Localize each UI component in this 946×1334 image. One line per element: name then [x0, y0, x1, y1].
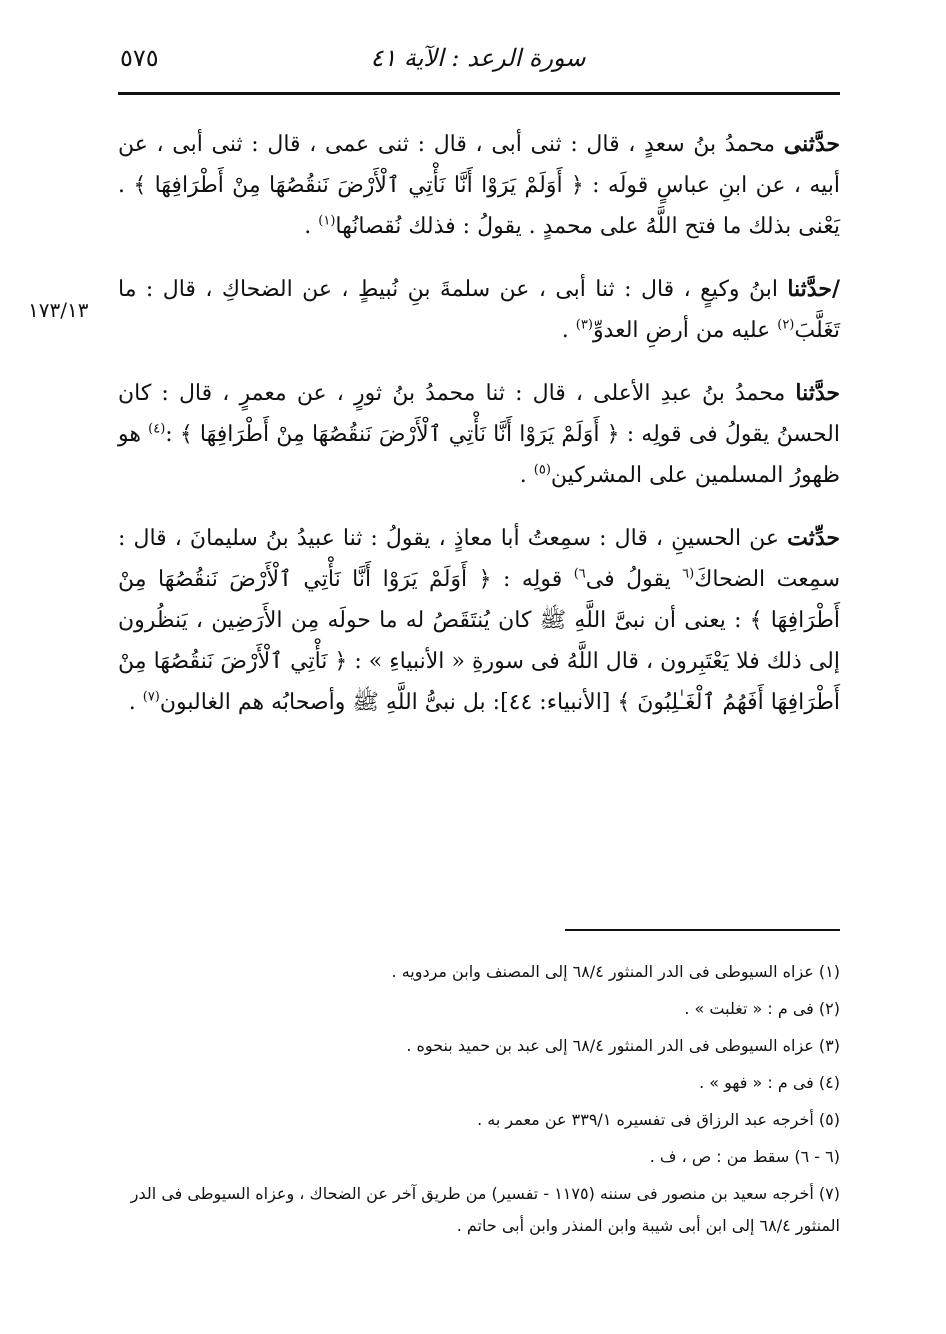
header-rule: [118, 92, 840, 95]
footnote-2: (٢) فى م : « تغلبت » .: [684, 999, 840, 1018]
isnad-lead: حدَّثنى: [783, 131, 840, 157]
footnote-marker: (١): [318, 213, 336, 229]
footnotes: [118, 956, 840, 1247]
paragraph-4: [118, 518, 840, 723]
paragraph-text: عن الحسينِ ، قال : سمِعتُ أبا معاذٍ ، يقولُ : ثنا عبيدُ بنُ سليمانَ ، قال : سمِعت الضحاكَ: [118, 526, 841, 592]
footnote-separator: [565, 929, 840, 931]
main-text: [118, 124, 840, 747]
paragraph-tail: .: [561, 318, 576, 343]
footnote-6: (٦ - ٦) سقط من : ص ، ف .: [649, 1147, 840, 1166]
footnote-marker: (٧): [142, 689, 160, 705]
footnote-marker: (٤): [148, 421, 166, 437]
footnote-3: (٣) عزاه السيوطى فى الدر المنثور ٦٨/٤ إلى عبد بن حميد بنحوه .: [406, 1036, 840, 1055]
isnad-lead: حدِّثت: [787, 525, 840, 551]
footnote-marker: (٣): [575, 317, 593, 333]
footnote-marker: (٢): [777, 317, 795, 333]
footnote-5: (٥) أخرجه عبد الرزاق فى تفسيره ٣٣٩/١ عن معمر به .: [477, 1110, 840, 1129]
isnad-lead: /حدَّثنا: [787, 276, 840, 302]
paragraph-tail: .: [519, 463, 534, 488]
footnote-7: (٧) أخرجه سعيد بن منصور فى سننه (١١٧٥ - تفسير) من طريق آخر عن الضحاك ، وعزاه السيوطى فى الدر المنثور ٦٨/٤ إلى ابن أبى شيبة وابن المنذر وابن أبى حاتم .: [130, 1184, 840, 1235]
footnote-1: (١) عزاه السيوطى فى الدر المنثور ٦٨/٤ إلى المصنف وابن مردويه .: [391, 962, 840, 981]
page-number: ٥٧٥: [120, 44, 159, 72]
paragraph-3: [118, 373, 840, 496]
paragraph-tail: قولِه : ﴿ أَوَلَمْ يَرَوْا أَنَّا نَأْتِي ٱلْأَرْضَ نَنقُصُهَا مِنْ أَطْرَافِهَا ﴾ : يعنى أن نبىَّ اللَّهِ ﷺ كان يُنتَقَصُ له ما حولَه مِن الأَرَضِين ، يَنظُرون إلى ذلك فلا يَعْتَبِرون ، قال اللَّهُ فى سورةِ « الأنبياءِ » : ﴿ نَأْتِي ٱلْأَرْضَ نَنقُصُهَا مِنْ أَطْرَافِهَا أَفَهُمُ ٱلْغَـٰلِبُونَ ﴾ [الأنبياء: ٤٤]: بل نبىُّ اللَّهِ ﷺ وأصحابُه هم الغالبون: [118, 567, 840, 715]
margin-reference: ١٧٣/١٣: [28, 298, 89, 322]
paragraph-tail: .: [304, 214, 319, 239]
page-header: [118, 40, 840, 90]
paragraph-text: ابنُ وكيعٍ ، قال : ثنا أبى ، عن سلمةَ بنِ نُبيطٍ ، عن الضحاكِ ، قال : ما تَغَلَّبَ: [118, 277, 840, 343]
running-title: سورة الرعد : الآية ٤١: [370, 44, 586, 72]
isnad-lead: حدَّثنا: [795, 380, 840, 406]
footnote-4: (٤) فى م : « فهو » .: [699, 1073, 840, 1092]
footnote-marker: ٦): [573, 566, 586, 582]
paragraph-text: محمدُ بنُ عبدِ الأعلى ، قال : ثنا محمدُ بنُ ثورٍ ، عن معمرٍ ، قال : كان الحسنُ يقولُ فى قولِه : ﴿ أَوَلَمْ يَرَوْا أَنَّا نَأْتِي ٱلْأَرْضَ نَنقُصُهَا مِنْ أَطْرَافِهَا ﴾ :: [118, 381, 840, 447]
paragraph-text: محمدُ بنُ سعدٍ ، قال : ثنى أبى ، قال : ثنى عمى ، قال : ثنى أبى ، عن أبيه ، عن ابنِ عباسٍ قولَه : ﴿ أَوَلَمْ يَرَوْا أَنَّا نَأْتِي ٱلْأَرْضَ نَنقُصُهَا مِنْ أَطْرَافِهَا ﴾ . يَعْنى بذلك ما فتح اللَّهُ على محمدٍ . يقولُ : فذلك نُقصانُها: [118, 132, 840, 239]
paragraph-text-2: عليه من أرضِ العدوِّ: [592, 318, 778, 343]
paragraph-text-2: هو ظهورُ المسلمين على المشركين: [118, 422, 840, 488]
paragraph-text-2: يقولُ فى: [585, 567, 683, 592]
footnote-marker: (٦: [682, 566, 695, 582]
footnote-marker: (٥): [533, 462, 551, 478]
paragraph-tail-2: .: [128, 690, 143, 715]
paragraph-2: [118, 269, 840, 351]
paragraph-1: [118, 124, 840, 247]
